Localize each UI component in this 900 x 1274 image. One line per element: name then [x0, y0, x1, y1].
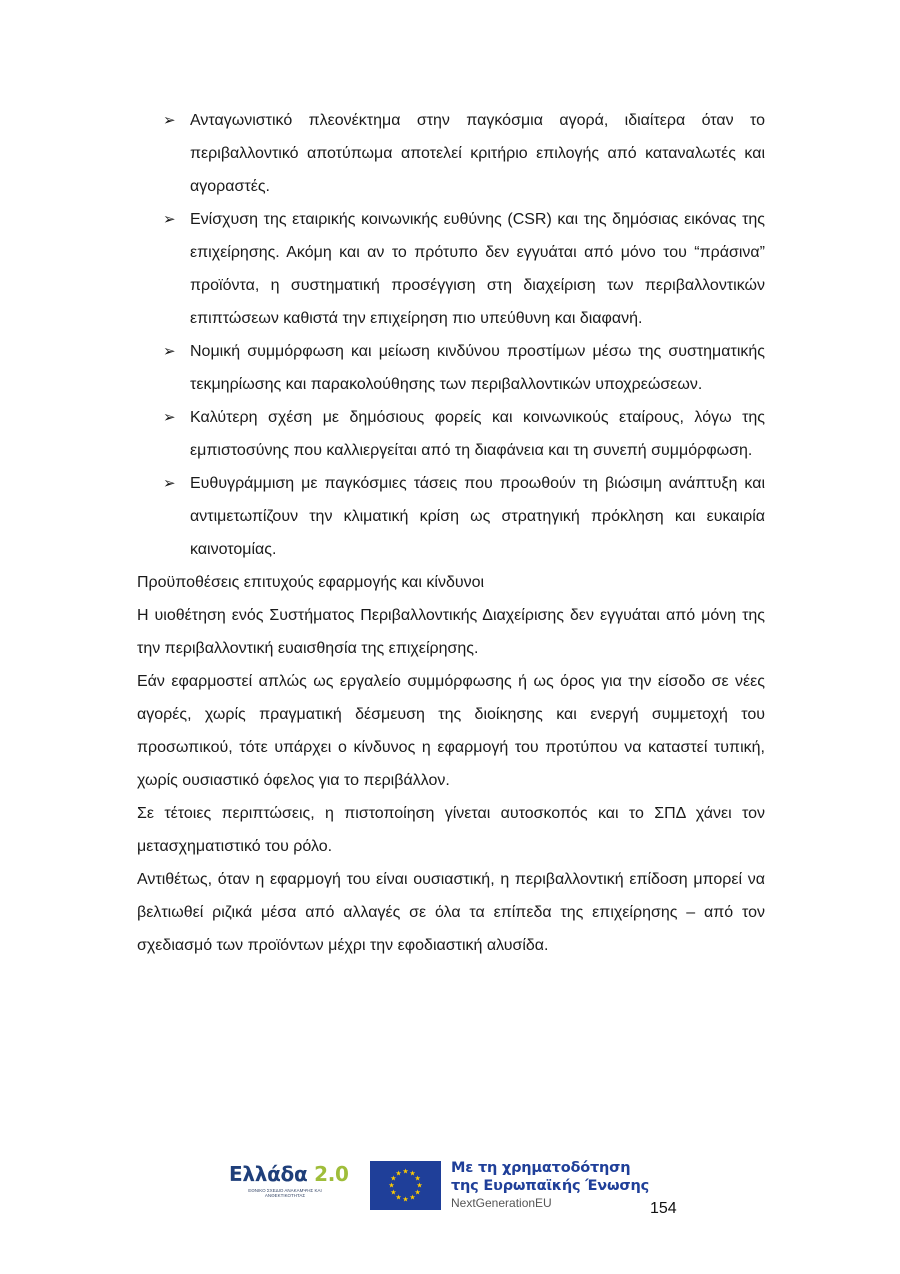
svg-text:★: ★ [395, 1169, 402, 1178]
list-item-text: Ανταγωνιστικό πλεονέκτημα στην παγκόσμια αγορά, ιδιαίτερα όταν το περιβαλλοντικό αποτύπωμα αποτελεί κριτήριο επιλογής από καταναλωτές και αγοραστές. [190, 112, 765, 195]
footer [229, 1158, 689, 1228]
svg-text:★: ★ [390, 1174, 397, 1183]
svg-text:★: ★ [388, 1181, 395, 1190]
ellada-logo-wordmark [229, 1162, 349, 1186]
paragraph: Η υιοθέτηση ενός Συστήματος Περιβαλλοντικής Διαχείρισης δεν εγγυάται από μόνη της την περιβαλλοντική ευαισθησία της επιχείρησης. [137, 607, 765, 657]
svg-text:★: ★ [395, 1193, 402, 1202]
svg-text:★: ★ [402, 1195, 409, 1204]
arrow-bullet-icon: ➢ [163, 112, 176, 129]
svg-text:★: ★ [409, 1193, 416, 1202]
arrow-bullet-icon: ➢ [163, 343, 176, 360]
svg-text:★: ★ [409, 1169, 416, 1178]
list-item-text: Νομική συμμόρφωση και μείωση κινδύνου προστίμων μέσω της συστηματικής τεκμηρίωσης και παρακολούθησης των περιβαλλοντικών υποχρεώσεων. [190, 343, 765, 393]
eu-funding-text [451, 1159, 649, 1211]
list-item-text: Καλύτερη σχέση με δημόσιους φορείς και κοινωνικούς εταίρους, λόγω της εμπιστοσύνης που καλλιεργείται από τη διαφάνεια και τη συνεπή συμμόρφωση. [190, 409, 765, 459]
ellada-logo-word: Ελλάδα [229, 1162, 308, 1186]
paragraph: Εάν εφαρμοστεί απλώς ως εργαλείο συμμόρφωσης ή ως όρος για την είσοδο σε νέες αγορές, χωρίς πραγματική δέσμευση της διοίκησης και ενεργή συμμετοχή του προσωπικού, τότε υπάρχει ο κίνδυνος η εφαρμογή του προτύπου να καταστεί τυπική, χωρίς ουσιαστικό όφελος για το περιβάλλον. [137, 673, 765, 789]
svg-text:★: ★ [402, 1167, 409, 1176]
list-item [137, 401, 765, 467]
eu-funding-line1: Με τη χρηματοδότηση [451, 1160, 631, 1176]
eu-funding-line2: της Ευρωπαϊκής Ένωσης [451, 1178, 650, 1194]
section-heading: Προϋποθέσεις επιτυχούς εφαρμογής και κίνδυνοι [137, 574, 485, 591]
page-number: 154 [650, 1200, 677, 1217]
arrow-bullet-icon: ➢ [163, 409, 176, 426]
arrow-bullet-icon: ➢ [163, 475, 176, 492]
paragraph: Σε τέτοιες περιπτώσεις, η πιστοποίηση γίνεται αυτοσκοπός και το ΣΠΔ χάνει τον μετασχηματιστικό του ρόλο. [137, 805, 765, 855]
arrow-bullet-icon: ➢ [163, 211, 176, 228]
svg-text:★: ★ [416, 1181, 423, 1190]
paragraph: Αντιθέτως, όταν η εφαρμογή του είναι ουσιαστική, η περιβαλλοντική επίδοση μπορεί να βελτιωθεί ριζικά μέσα από αλλαγές σε όλα τα επίπεδα της επιχείρησης – από τον σχεδιασμό των προϊόντων μέχρι την εφοδιαστική αλυσίδα. [137, 871, 765, 954]
ellada-logo-subtitle: ΕΘΝΙΚΟ ΣΧΕΔΙΟ ΑΝΑΚΑΜΨΗΣ ΚΑΙ ΑΝΘΕΚΤΙΚΟΤΗΤΑΣ [248, 1188, 322, 1198]
benefits-list [137, 104, 765, 566]
list-item [137, 467, 765, 566]
ellada-2-0-logo [229, 1162, 349, 1198]
list-item-text: Ενίσχυση της εταιρικής κοινωνικής ευθύνης (CSR) και της δημόσιας εικόνας της επιχείρησης. Ακόμη και αν το πρότυπο δεν εγγυάται από μόνο του “πράσινα” προϊόντα, η συστηματική προσέγγιση στη διαχείριση των περιβαλλοντικών επιπτώσεων καθιστά την επιχείρηση πιο υπεύθυνη και διαφανή. [190, 211, 765, 327]
page-content [137, 104, 765, 962]
eu-flag-icon [370, 1161, 441, 1210]
next-generation-eu-label: NextGenerationEU [451, 1196, 552, 1210]
ellada-logo-number: 2.0 [314, 1162, 349, 1186]
list-item [137, 335, 765, 401]
list-item [137, 203, 765, 335]
eu-stars-icon [370, 1161, 441, 1210]
list-item [137, 104, 765, 203]
svg-text:★: ★ [414, 1188, 421, 1197]
list-item-text: Ευθυγράμμιση με παγκόσμιες τάσεις που προωθούν τη βιώσιμη ανάπτυξη και αντιμετωπίζουν την κλιματική κρίση ως στρατηγική πρόκληση και ευκαιρία καινοτομίας. [190, 475, 765, 558]
svg-text:★: ★ [390, 1188, 397, 1197]
svg-text:★: ★ [414, 1174, 421, 1183]
